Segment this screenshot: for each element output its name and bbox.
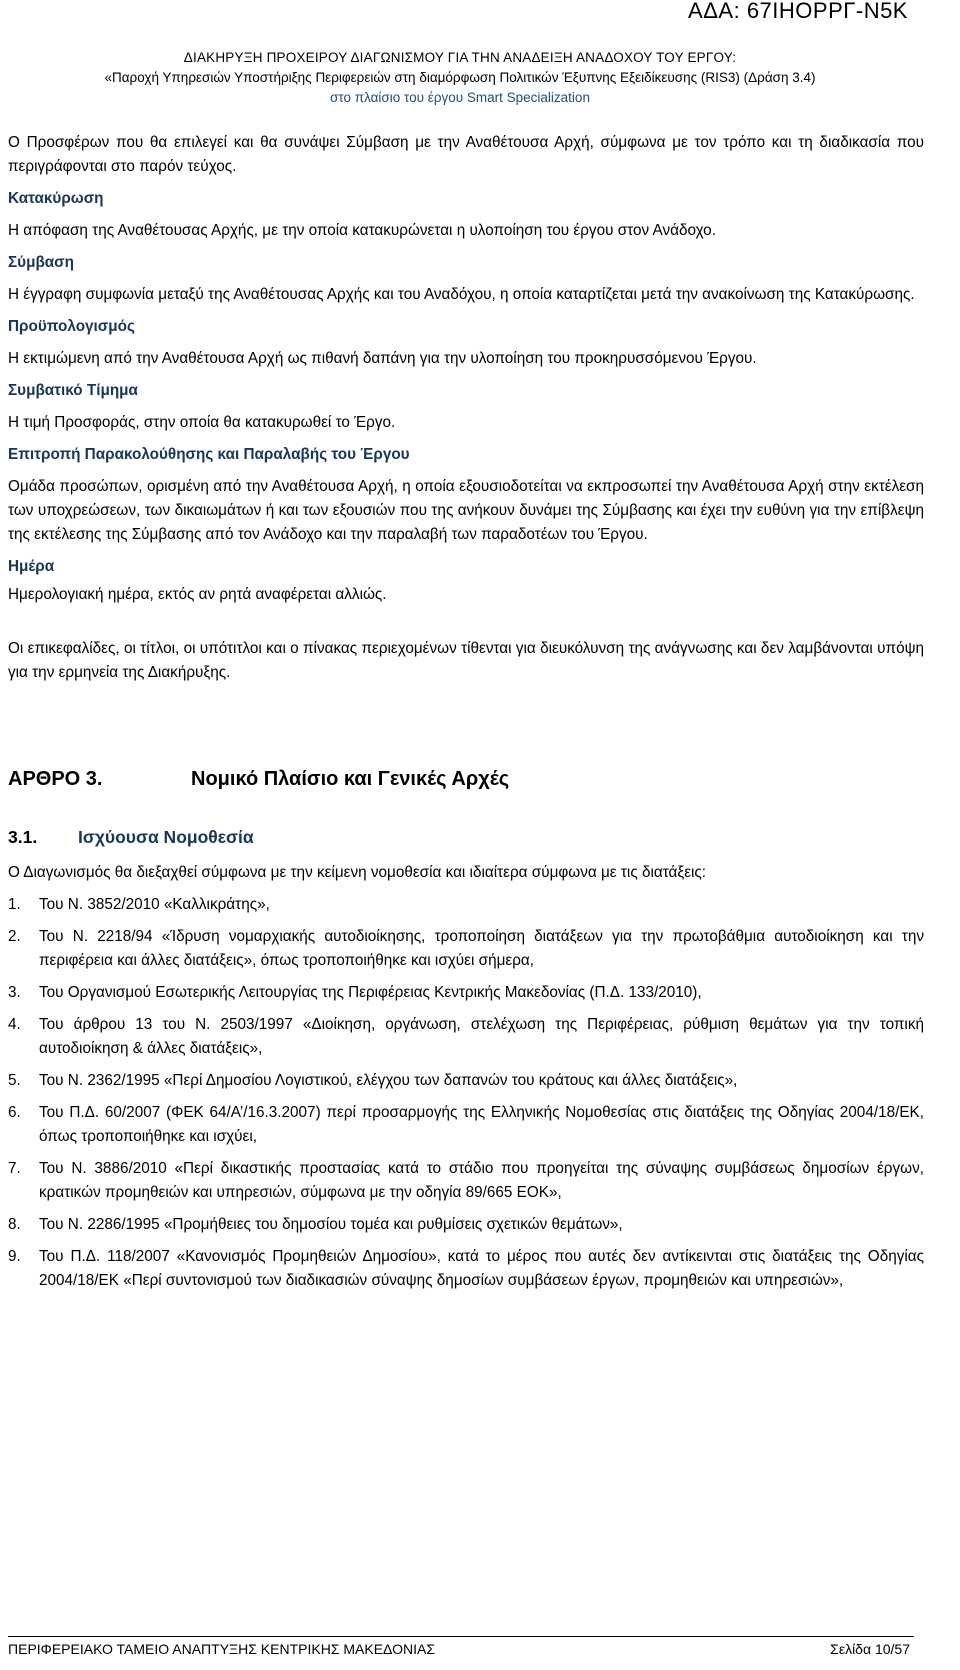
header-line-3: στο πλαίσιο του έργου Smart Specialization [330,90,590,105]
list-item-number: 6. [8,1104,21,1121]
list-item [8,1157,924,1205]
list-item-text: Του Ν. 2286/1995 «Προμήθειες του δημοσίου τομέα και ρυθμίσεις σχετικών θεμάτων», [39,1216,623,1233]
spacer [8,615,924,637]
list-item-text: Του Ν. 2362/1995 «Περί Δημοσίου Λογιστικού, ελέγχου των δαπανών του κράτους και άλλες διατάξεις», [39,1072,738,1089]
definition-text: Ημερολογιακή ημέρα, εκτός αν ρητά αναφέρεται αλλιώς. [8,586,387,603]
ada-code: ΑΔΑ: 67ΙΗΟΡΡΓ-Ν5Κ [688,0,908,23]
definition [8,187,924,243]
list-item-text: Του Ν. 2218/94 «Ίδρυση νομαρχιακής αυτοδιοίκησης, τροποποίηση διατάξεων για την πρωτοβάθμια αυτοδιοίκηση και την περιφέρεια και άλλες διατάξεις», όπως τροποποιήθηκε και ισχύει σήμερα, [39,928,924,969]
page-number: Σελίδα 10/57 [830,1641,910,1657]
page-content [8,131,924,1301]
list-item-number: 3. [8,984,21,1001]
list-item [8,1213,924,1237]
list-item-number: 4. [8,1016,21,1033]
list-item-text: Του άρθρου 13 του Ν. 2503/1997 «Διοίκηση, οργάνωση, στελέχωση της Περιφέρειας, ρύθμιση θεμάτων για την τοπική αυτοδιοίκηση & άλλες διατάξεις», [39,1016,924,1057]
definition-term: Σύμβαση [8,254,74,271]
definition [8,555,924,607]
list-item-text: Του Οργανισμού Εσωτερικής Λειτουργίας της Περιφέρειας Κεντρικής Μακεδονίας (Π.Δ. 133/2010), [39,984,702,1001]
definition-term: Προϋπολογισμός [8,318,135,335]
list-item-number: 8. [8,1216,21,1233]
list-item-number: 9. [8,1248,21,1265]
definition [8,443,924,547]
list-item-number: 5. [8,1072,21,1089]
article-title: Νομικό Πλαίσιο και Γενικές Αρχές [191,768,510,790]
list-item-text: Του Ν. 3886/2010 «Περί δικαστικής προστασίας κατά το στάδιο που προηγείται της σύναψης συμβάσεως δημοσίων έργων, κρατικών προμηθειών και υπηρεσιών, σύμφωνα με την οδηγία 89/665 ΕΟΚ», [39,1160,924,1201]
header-line-2: «Παροχή Υπηρεσιών Υποστήριξης Περιφερειών στη διαμόρφωση Πολιτικών Έξυπνης Εξειδίκευσης (RIS3) (Δράση 3.4) [104,70,816,85]
list-item [8,1245,924,1293]
definition-text: Η απόφαση της Αναθέτουσας Αρχής, με την οποία κατακυρώνεται η υλοποίηση του έργου στον Ανάδοχο. [8,222,716,239]
list-item [8,1101,924,1149]
list-item-text: Του Π.Δ. 60/2007 (ΦΕΚ 64/Α’/16.3.2007) περί προσαρμογής της Ελληνικής Νομοθεσίας στις διατάξεις της Οδηγίας 2004/18/ΕΚ, όπως τροποποιήθηκε και ισχύει, [39,1104,924,1145]
list-item-text: Του Ν. 3852/2010 «Καλλικράτης», [39,896,270,913]
definition-text: Ομάδα προσώπων, ορισμένη από την Αναθέτουσα Αρχή, η οποία εξουσιοδοτείται να εκπροσωπεί την Αναθέτουσα Αρχή στην εκτέλεση των υποχρεώσεων, των δικαιωμάτων ή και των εξουσιών που της ανήκουν δυνάμει της Σύμβασης και έχει την ευθύνη για την επίβλεψη της εκτέλεσης της Σύμβασης από τον Ανάδοχο και την παραλαβή των παραδοτέων του Έργου. [8,478,924,543]
document-header [0,48,920,108]
list-item [8,1013,924,1061]
definition-term: Συμβατικό Τίμημα [8,382,138,399]
section-title: Ισχύουσα Νομοθεσία [78,827,254,847]
section-intro: Ο Διαγωνισμός θα διεξαχθεί σύμφωνα με την κείμενη νομοθεσία και ιδιαίτερα σύμφωνα με τις διατάξεις: [8,864,707,881]
definition [8,315,924,371]
legislation-list [8,893,924,1293]
definition-text: Η τιμή Προσφοράς, στην οποία θα κατακυρωθεί το Έργο. [8,414,396,431]
definition [8,251,924,307]
definition-term: Κατακύρωση [8,190,104,207]
list-item-number: 1. [8,896,21,913]
definition-text: Η έγγραφη συμφωνία μεταξύ της Αναθέτουσας Αρχής και του Αναδόχου, η οποία καταρτίζεται μετά την ανακοίνωση της Κατακύρωσης. [8,286,915,303]
list-item [8,893,924,917]
definition [8,379,924,435]
list-item [8,981,924,1005]
footer-divider [8,1636,914,1637]
headings-note: Οι επικεφαλίδες, οι τίτλοι, οι υπότιτλοι και ο πίνακας περιεχομένων τίθενται για διευκόλυνση της ανάγνωσης και δεν λαμβάνονται υπόψη για την ερμηνεία της Διακήρυξης. [8,640,924,681]
section-heading [8,825,924,849]
article-number: ΑΡΘΡΟ 3. [8,768,103,790]
section-number: 3.1. [8,827,38,847]
list-item-number: 2. [8,928,21,945]
list-item-number: 7. [8,1160,21,1177]
intro-paragraph: Ο Προσφέρων που θα επιλεγεί και θα συνάψει Σύμβαση με την Αναθέτουσα Αρχή, σύμφωνα με τον τρόπο και τη διαδικασία που περιγράφονται στο παρόν τεύχος. [8,134,924,175]
footer-organization: ΠΕΡΙΦΕΡΕΙΑΚΟ ΤΑΜΕΙΟ ΑΝΑΠΤΥΞΗΣ ΚΕΝΤΡΙΚΗΣ ΜΑΚΕΔΟΝΙΑΣ [8,1641,435,1657]
list-item [8,1069,924,1093]
definition-text: Η εκτιμώμενη από την Αναθέτουσα Αρχή ως πιθανή δαπάνη για την υλοποίηση του προκηρυσσόμενου Έργου. [8,350,757,367]
definition-term: Επιτροπή Παρακολούθησης και Παραλαβής του Έργου [8,446,410,463]
list-item [8,925,924,973]
list-item-text: Του Π.Δ. 118/2007 «Κανονισμός Προμηθειών Δημοσίου», κατά το μέρος που αυτές δεν αντίκεινται στις διατάξεις της Οδηγίας 2004/18/ΕΚ «Περί συντονισμού των διαδικασιών σύναψης δημοσίων συμβάσεων έργων, προμηθειών και υπηρεσιών», [39,1248,924,1289]
header-line-1: ΔΙΑΚΗΡΥΞΗ ΠΡΟΧΕΙΡΟΥ ΔΙΑΓΩΝΙΣΜΟΥ ΓΙΑ ΤΗΝ ΑΝΑΔΕΙΞΗ ΑΝΑΔΟΧΟΥ ΤΟΥ ΕΡΓΟΥ: [183,50,737,65]
definition-term: Ημέρα [8,558,55,575]
article-heading [8,759,924,799]
